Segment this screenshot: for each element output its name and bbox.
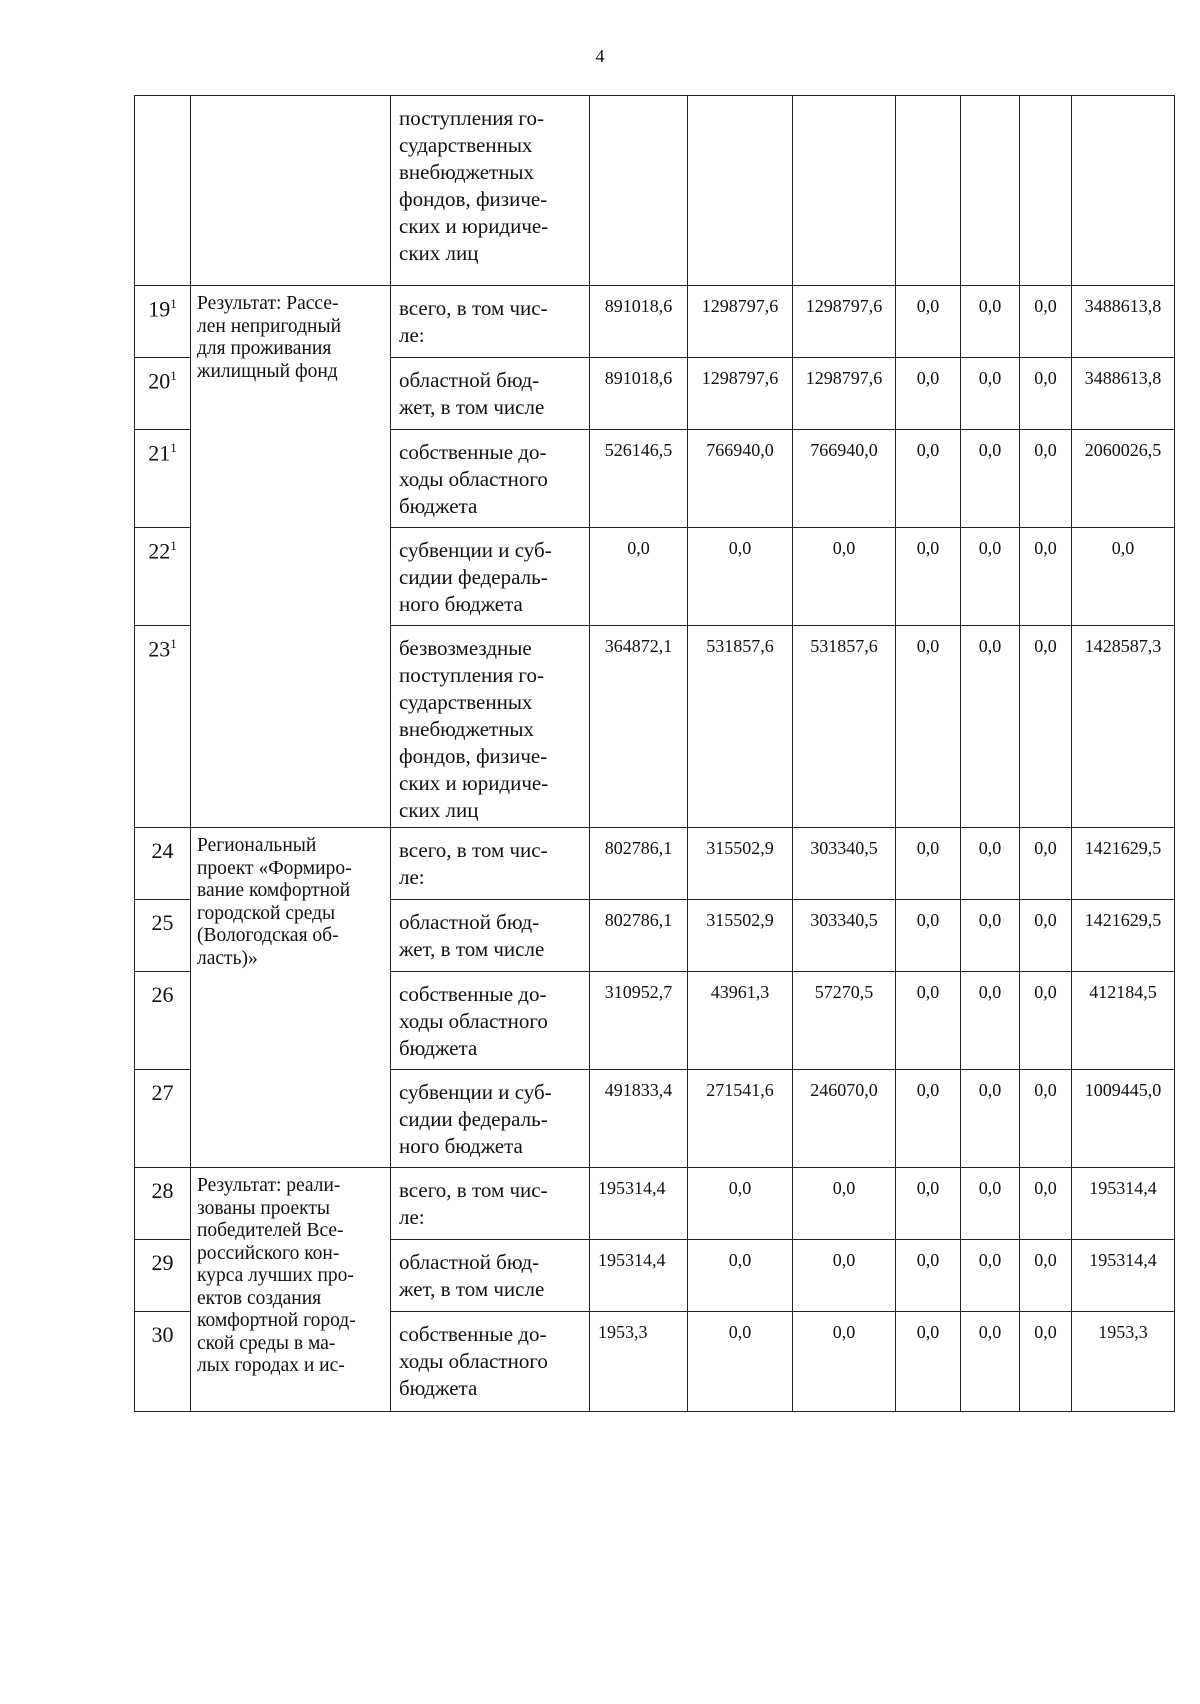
value-cell: 891018,6 [590, 286, 688, 358]
row-number: 21 [148, 440, 171, 466]
row-number-superscript: 1 [170, 538, 177, 553]
row-number: 19 [148, 296, 171, 322]
value-cell: 0,0 [961, 1168, 1020, 1240]
value-cell: 195314,4 [590, 1240, 688, 1312]
value-cell: 0,0 [590, 528, 688, 626]
value-cell: 57270,5 [793, 972, 896, 1070]
row-number: 29 [151, 1250, 174, 1275]
value-cell: 1298797,6 [688, 358, 793, 430]
value-cell: 0,0 [961, 626, 1020, 828]
row-number-superscript: 1 [170, 368, 177, 383]
row-number-cell [135, 626, 191, 828]
row-number: 30 [151, 1322, 174, 1347]
value-cell: 0,0 [688, 1240, 793, 1312]
value-cell: 1421629,5 [1072, 828, 1175, 900]
value-cell: 766940,0 [793, 430, 896, 528]
table-row [135, 96, 1175, 286]
value-cell: 0,0 [961, 358, 1020, 430]
value-cell: 2060026,5 [1072, 430, 1175, 528]
row-number-cell [135, 358, 191, 430]
item-name-cell [191, 96, 391, 286]
value-cell: 195314,4 [1072, 1240, 1175, 1312]
value-cell: 0,0 [961, 1240, 1020, 1312]
value-cell [688, 96, 793, 286]
table-row [135, 828, 1175, 900]
funding-source-cell: субвенции и суб- сидии федераль- ного бюджета [391, 1070, 590, 1168]
item-name-cell: Результат: реали- зованы проекты победителей Все- российского кон- курса лучших про- ектов создания комфортной город- ской среды в ма- лых городах и ис- [191, 1168, 391, 1412]
row-number-cell [135, 1312, 191, 1412]
value-cell: 0,0 [896, 1168, 961, 1240]
value-cell: 0,0 [961, 1070, 1020, 1168]
value-cell: 0,0 [793, 1168, 896, 1240]
value-cell: 195314,4 [1072, 1168, 1175, 1240]
row-number: 26 [151, 982, 174, 1007]
funding-source-cell: всего, в том чис- ле: [391, 828, 590, 900]
value-cell: 0,0 [961, 1312, 1020, 1412]
value-cell [896, 96, 961, 286]
value-cell: 531857,6 [793, 626, 896, 828]
value-cell: 0,0 [961, 900, 1020, 972]
value-cell: 526146,5 [590, 430, 688, 528]
value-cell: 0,0 [1020, 1168, 1072, 1240]
value-cell: 0,0 [1020, 286, 1072, 358]
value-cell: 0,0 [1020, 828, 1072, 900]
row-number-cell [135, 1168, 191, 1240]
value-cell: 491833,4 [590, 1070, 688, 1168]
value-cell [1072, 96, 1175, 286]
value-cell: 766940,0 [688, 430, 793, 528]
value-cell: 0,0 [1020, 528, 1072, 626]
value-cell: 0,0 [961, 972, 1020, 1070]
value-cell: 802786,1 [590, 828, 688, 900]
row-number-cell [135, 900, 191, 972]
value-cell: 315502,9 [688, 900, 793, 972]
value-cell: 0,0 [896, 1070, 961, 1168]
row-number-superscript: 1 [170, 636, 177, 651]
value-cell: 0,0 [896, 528, 961, 626]
value-cell: 0,0 [961, 828, 1020, 900]
value-cell: 0,0 [688, 1312, 793, 1412]
funding-source-cell: безвозмездные поступления го- сударственных внебюджетных фондов, физиче- ских и юридиче- ских лиц [391, 626, 590, 828]
value-cell: 0,0 [1020, 358, 1072, 430]
value-cell: 195314,4 [590, 1168, 688, 1240]
value-cell: 0,0 [896, 1240, 961, 1312]
value-cell: 0,0 [1020, 972, 1072, 1070]
value-cell: 0,0 [793, 528, 896, 626]
value-cell: 1009445,0 [1072, 1070, 1175, 1168]
row-number: 22 [148, 538, 171, 564]
value-cell: 412184,5 [1072, 972, 1175, 1070]
table-row [135, 1168, 1175, 1240]
value-cell: 0,0 [896, 358, 961, 430]
funding-source-cell: областной бюд- жет, в том числе [391, 900, 590, 972]
row-number: 23 [148, 636, 171, 662]
value-cell: 303340,5 [793, 900, 896, 972]
value-cell: 43961,3 [688, 972, 793, 1070]
value-cell: 1421629,5 [1072, 900, 1175, 972]
value-cell: 0,0 [1020, 626, 1072, 828]
value-cell: 310952,7 [590, 972, 688, 1070]
funding-source-cell: областной бюд- жет, в том числе [391, 358, 590, 430]
value-cell [793, 96, 896, 286]
budget-table-body [135, 96, 1175, 1412]
value-cell: 1298797,6 [793, 358, 896, 430]
value-cell: 0,0 [896, 1312, 961, 1412]
value-cell: 802786,1 [590, 900, 688, 972]
value-cell: 531857,6 [688, 626, 793, 828]
value-cell: 1298797,6 [793, 286, 896, 358]
funding-source-cell: всего, в том чис- ле: [391, 286, 590, 358]
funding-source-cell: областной бюд- жет, в том числе [391, 1240, 590, 1312]
row-number: 28 [151, 1178, 174, 1203]
value-cell: 0,0 [896, 900, 961, 972]
row-number-cell [135, 286, 191, 358]
row-number-cell [135, 528, 191, 626]
funding-source-cell: собственные до- ходы областного бюджета [391, 430, 590, 528]
value-cell: 0,0 [793, 1240, 896, 1312]
value-cell: 0,0 [961, 286, 1020, 358]
item-name-cell: Результат: Рассе- лен непригодный для проживания жилищный фонд [191, 286, 391, 828]
value-cell: 0,0 [688, 528, 793, 626]
value-cell [961, 96, 1020, 286]
value-cell: 3488613,8 [1072, 286, 1175, 358]
budget-table [134, 95, 1175, 1412]
row-number-cell [135, 96, 191, 286]
value-cell: 0,0 [896, 972, 961, 1070]
row-number-superscript: 1 [170, 440, 177, 455]
value-cell: 0,0 [1020, 430, 1072, 528]
item-name-cell: Региональный проект «Формиро- вание комфортной городской среды (Вологодская об- ласть)» [191, 828, 391, 1168]
row-number-cell [135, 972, 191, 1070]
value-cell: 315502,9 [688, 828, 793, 900]
row-number-cell [135, 1240, 191, 1312]
row-number: 24 [151, 838, 174, 863]
value-cell [1020, 96, 1072, 286]
value-cell: 303340,5 [793, 828, 896, 900]
row-number-cell [135, 1070, 191, 1168]
funding-source-cell: всего, в том чис- ле: [391, 1168, 590, 1240]
table-row [135, 286, 1175, 358]
row-number: 25 [151, 910, 174, 935]
value-cell: 364872,1 [590, 626, 688, 828]
funding-source-cell: поступления го- сударственных внебюджетных фондов, физиче- ских и юридиче- ских лиц [391, 96, 590, 286]
value-cell: 0,0 [896, 626, 961, 828]
value-cell: 1953,3 [1072, 1312, 1175, 1412]
page-number: 4 [595, 46, 605, 66]
row-number: 27 [151, 1080, 174, 1105]
row-number: 20 [148, 368, 171, 394]
value-cell [590, 96, 688, 286]
row-number-cell [135, 828, 191, 900]
value-cell: 891018,6 [590, 358, 688, 430]
value-cell: 271541,6 [688, 1070, 793, 1168]
value-cell: 246070,0 [793, 1070, 896, 1168]
value-cell: 0,0 [688, 1168, 793, 1240]
value-cell: 1298797,6 [688, 286, 793, 358]
value-cell: 0,0 [1020, 900, 1072, 972]
value-cell: 0,0 [1020, 1240, 1072, 1312]
funding-source-cell: субвенции и суб- сидии федераль- ного бюджета [391, 528, 590, 626]
row-number-superscript: 1 [170, 296, 177, 311]
value-cell: 3488613,8 [1072, 358, 1175, 430]
funding-source-cell: собственные до- ходы областного бюджета [391, 1312, 590, 1412]
value-cell: 1953,3 [590, 1312, 688, 1412]
value-cell: 0,0 [896, 430, 961, 528]
value-cell: 0,0 [793, 1312, 896, 1412]
value-cell: 1428587,3 [1072, 626, 1175, 828]
value-cell: 0,0 [961, 528, 1020, 626]
value-cell: 0,0 [1072, 528, 1175, 626]
funding-source-cell: собственные до- ходы областного бюджета [391, 972, 590, 1070]
row-number-cell [135, 430, 191, 528]
value-cell: 0,0 [896, 286, 961, 358]
value-cell: 0,0 [1020, 1070, 1072, 1168]
value-cell: 0,0 [961, 430, 1020, 528]
value-cell: 0,0 [1020, 1312, 1072, 1412]
value-cell: 0,0 [896, 828, 961, 900]
